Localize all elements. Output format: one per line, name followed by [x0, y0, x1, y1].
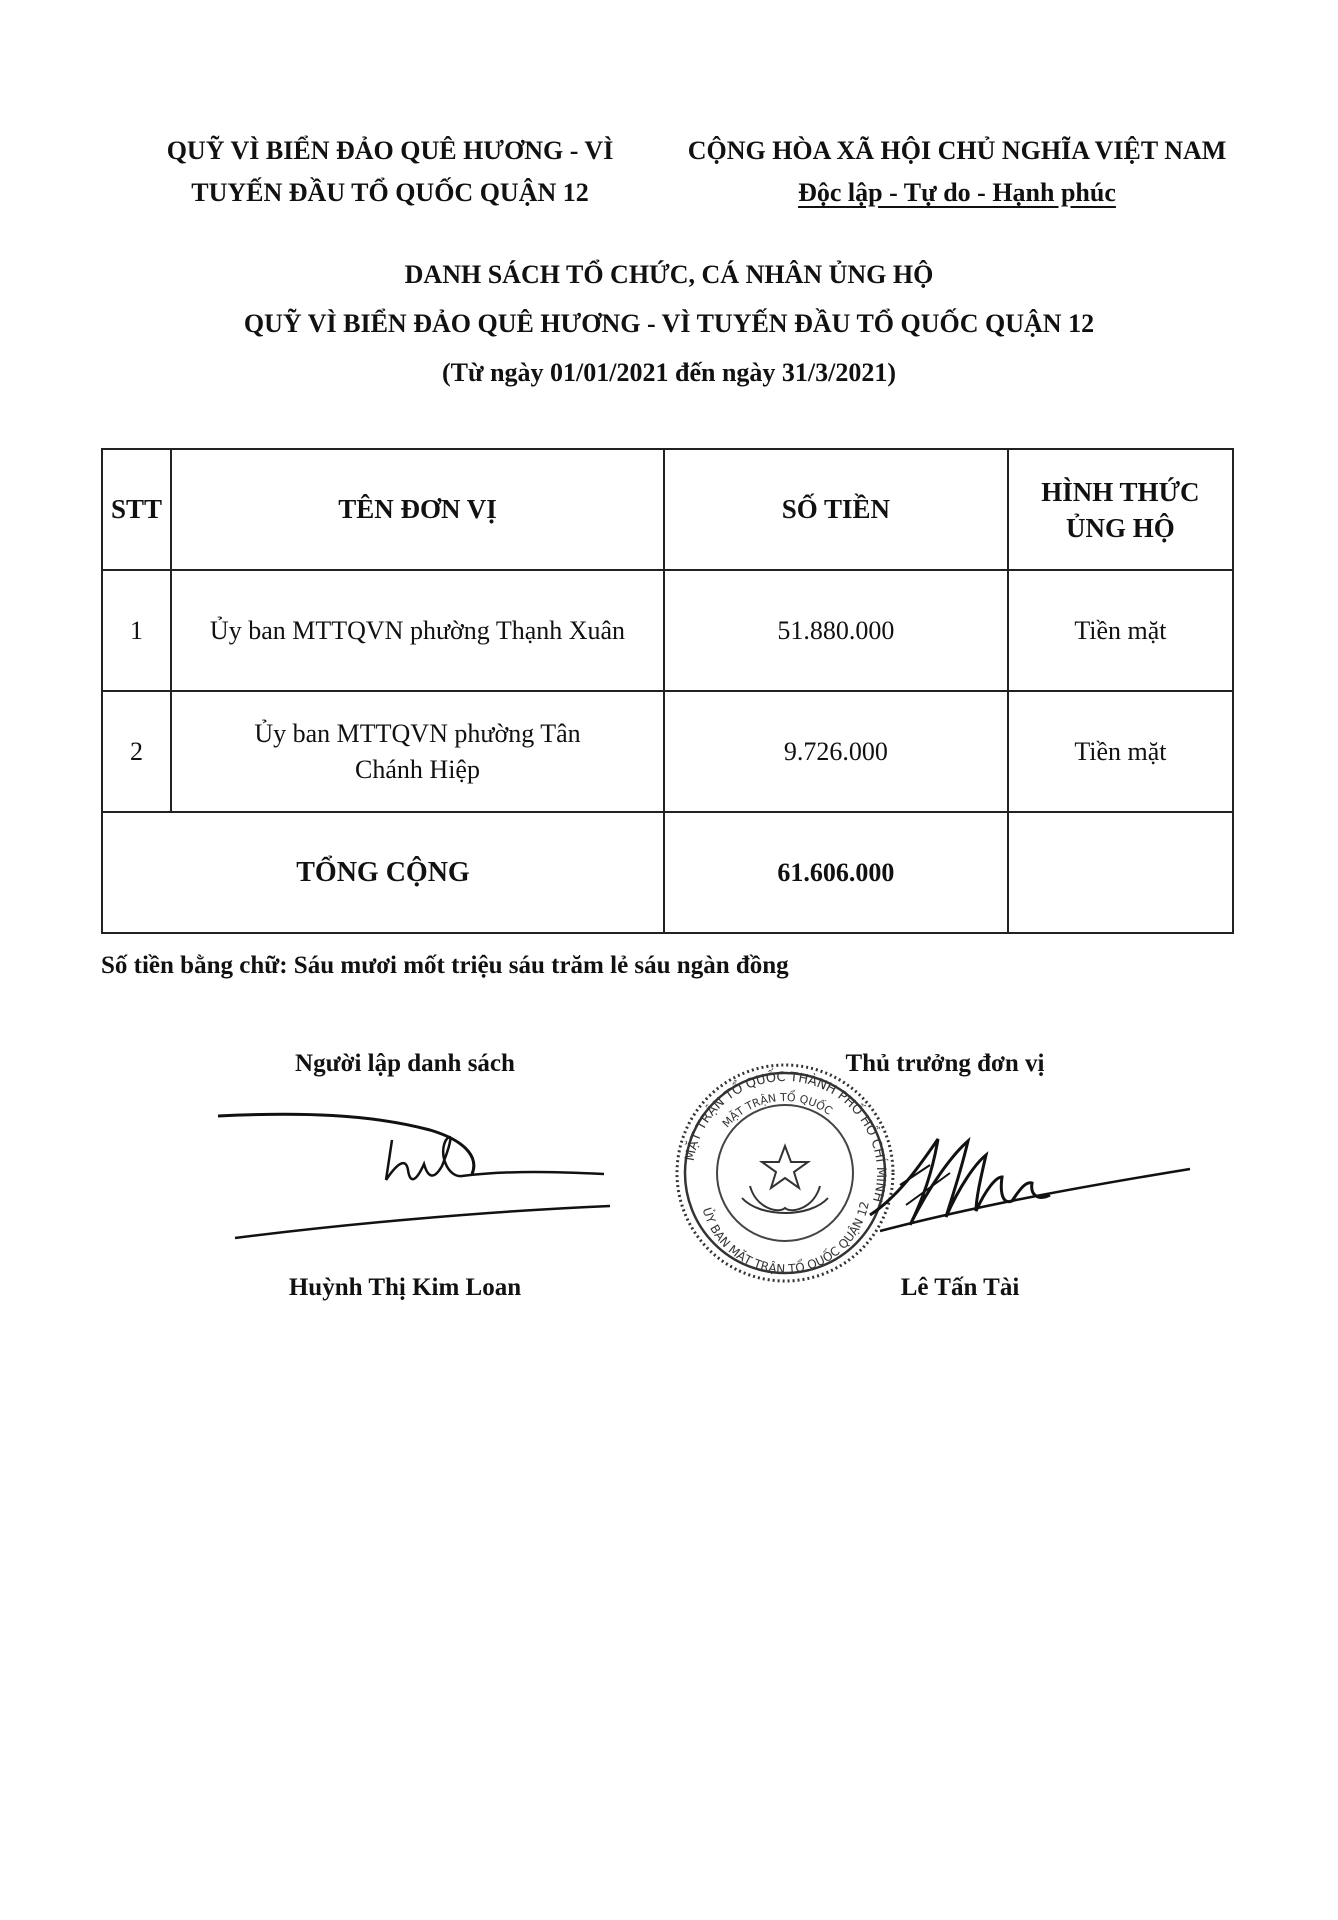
table-header-row	[102, 449, 1233, 570]
doc-title-line1: DANH SÁCH TỔ CHỨC, CÁ NHÂN ỦNG HỘ	[404, 260, 934, 289]
doc-title-line2: QUỸ VÌ BIỂN ĐẢO QUÊ HƯƠNG - VÌ TUYẾN ĐẦU TỔ QUỐC QUẬN 12	[243, 309, 1095, 338]
seal-inner-text: MẶT TRẬN TỔ QUỐC	[719, 1090, 835, 1131]
left-signer-name: Huỳnh Thị Kim Loan	[288, 1274, 522, 1301]
cell-amount: 51.880.000	[664, 570, 1008, 691]
org-name-line2: TUYẾN ĐẦU TỔ QUỐC QUẬN 12	[191, 178, 589, 207]
col-header-amount: SỐ TIỀN	[664, 449, 1008, 570]
col-header-form: HÌNH THỨC ỦNG HỘ	[1008, 449, 1233, 570]
col-header-name: TÊN ĐƠN VỊ	[171, 449, 664, 570]
total-amount: 61.606.000	[664, 812, 1008, 933]
national-motto-wrap	[672, 178, 1242, 208]
right-signer-title: Thủ trưởng đơn vị	[845, 1050, 1045, 1077]
table-total-row	[102, 812, 1233, 933]
national-title: CỘNG HÒA XÃ HỘI CHỦ NGHĨA VIỆT NAM	[687, 136, 1227, 165]
cell-form: Tiền mặt	[1008, 570, 1233, 691]
total-label: TỔNG CỘNG	[102, 812, 664, 933]
seal-bottom-text: ỦY BAN MẶT TRẬN TỔ QUỐC QUẬN 12	[699, 1200, 872, 1277]
left-signer-title: Người lập danh sách	[295, 1050, 515, 1077]
svg-text:MẶT TRẬN TỔ QUỐC THÀNH PHỐ HỒ	[683, 1068, 889, 1203]
left-signature	[210, 1100, 630, 1250]
table-row	[102, 691, 1233, 812]
cell-name: Ủy ban MTTQVN phường Tân Chánh Hiệp	[171, 691, 664, 812]
national-motto: Độc lập - Tự do - Hạnh phúc	[798, 178, 1116, 207]
total-form-empty	[1008, 812, 1233, 933]
cell-name: Ủy ban MTTQVN phường Thạnh Xuân	[171, 570, 664, 691]
cell-form: Tiền mặt	[1008, 691, 1233, 812]
col-header-stt: STT	[102, 449, 171, 570]
table-row	[102, 570, 1233, 691]
seal-outer-text: MẶT TRẬN TỔ QUỐC THÀNH PHỐ HỒ CHÍ MINH	[682, 1069, 889, 1204]
cell-stt: 2	[102, 691, 171, 812]
right-signature	[860, 1125, 1200, 1265]
org-name-line1: QUỸ VÌ BIỂN ĐẢO QUÊ HƯƠNG - VÌ	[166, 136, 614, 165]
donation-table	[101, 448, 1234, 934]
amount-in-words: Số tiền bằng chữ: Sáu mươi mốt triệu sáu trăm lẻ sáu ngàn đồng	[101, 952, 789, 979]
right-signer-name: Lê Tấn Tài	[900, 1274, 1020, 1301]
cell-amount: 9.726.000	[664, 691, 1008, 812]
doc-period: (Từ ngày 01/01/2021 đến ngày 31/3/2021)	[441, 358, 897, 387]
cell-stt: 1	[102, 570, 171, 691]
